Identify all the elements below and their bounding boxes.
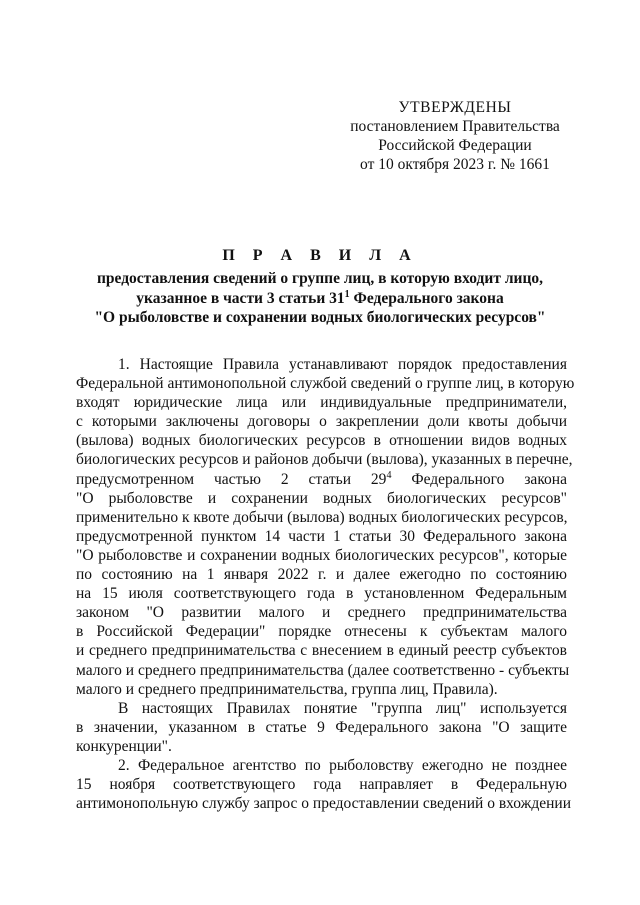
body-line: антимонопольную службу запрос о предоставлении сведений о вхождении [76,795,572,813]
body-line: В настоящих Правилах понятие "группа лиц" используется [118,699,567,717]
body-line: малого и среднего предпринимательства, группа лиц, Правила). [76,680,498,698]
body-line-with-superscript [76,470,567,489]
subtitle-line-2 [60,289,580,309]
approval-block [330,98,580,174]
document-body [76,355,575,813]
body-line: 2. Федеральное агентство по рыболовству ежегодно не позднее [118,756,567,774]
body-line: "О рыболовстве и сохранении водных биологических ресурсов" [76,489,567,507]
body-line: Федеральной антимонопольной службой сведений о группе лиц, в которую [76,375,575,393]
body-line: "О рыболовстве и сохранении водных биологических ресурсов", которые [76,546,567,564]
body-line: входят юридические лица или индивидуальные предприниматели, [76,394,567,412]
approval-line-2: Российской Федерации [378,137,532,154]
body-line: малого и среднего предпринимательства (далее соответственно - субъекты [76,661,570,679]
rules-title: П Р А В И Л А [222,247,418,264]
body-superscript: 4 [386,469,392,481]
body-line: конкуренции". [76,737,172,755]
subtitle-line-2-post: Федерального закона [349,289,504,307]
subtitle-line-2-pre: указанное в части 3 статьи 31 [136,289,345,307]
body-line: (вылова) водных биологических ресурсов в отношении видов водных [76,432,567,450]
approval-line-3: от 10 октября 2023 г. № 1661 [360,156,550,173]
body-line: биологических ресурсов и районов добычи (вылова), указанных в перечне, [76,451,573,469]
body-line: и среднего предпринимательства с внесением в единый реестр субъектов [76,642,567,660]
subtitle-superscript: 1 [344,288,350,300]
body-line-7-pre: предусмотренном частью 2 статьи 29 [76,470,387,488]
approval-title: УТВЕРЖДЕНЫ [398,99,512,116]
body-line: на 15 июля соответствующего года в установленном Федеральным [76,585,567,603]
rules-subtitle [60,269,580,328]
approval-line-1: постановлением Правительства [350,118,560,135]
body-line: предусмотренной пунктом 14 части 1 статьи 30 Федерального закона [76,527,567,545]
body-line: по состоянию на 1 января 2022 г. и далее ежегодно по состоянию [76,566,567,584]
body-line: применительно к квоте добычи (вылова) водных биологических ресурсов, [76,508,568,526]
body-line: в значении, указанном в статье 9 Федерального закона "О защите [76,718,567,736]
body-line: 1. Настоящие Правила устанавливают порядок предоставления [118,356,567,373]
body-line: с которыми заключены договоры о закреплении доли квоты добычи [76,413,567,431]
body-line-7-post: Федерального закона [391,470,567,488]
body-line: 15 ноября соответствующего года направляет в Федеральную [76,776,567,794]
subtitle-line-3: "О рыболовстве и сохранении водных биологических ресурсов" [94,309,546,326]
body-line: законом "О развитии малого и среднего предпринимательства [76,604,567,622]
body-line: в Российской Федерации" порядке отнесены к субъектам малого [76,623,567,641]
subtitle-line-1: предоставления сведений о группе лиц, в которую входит лицо, [96,270,544,287]
